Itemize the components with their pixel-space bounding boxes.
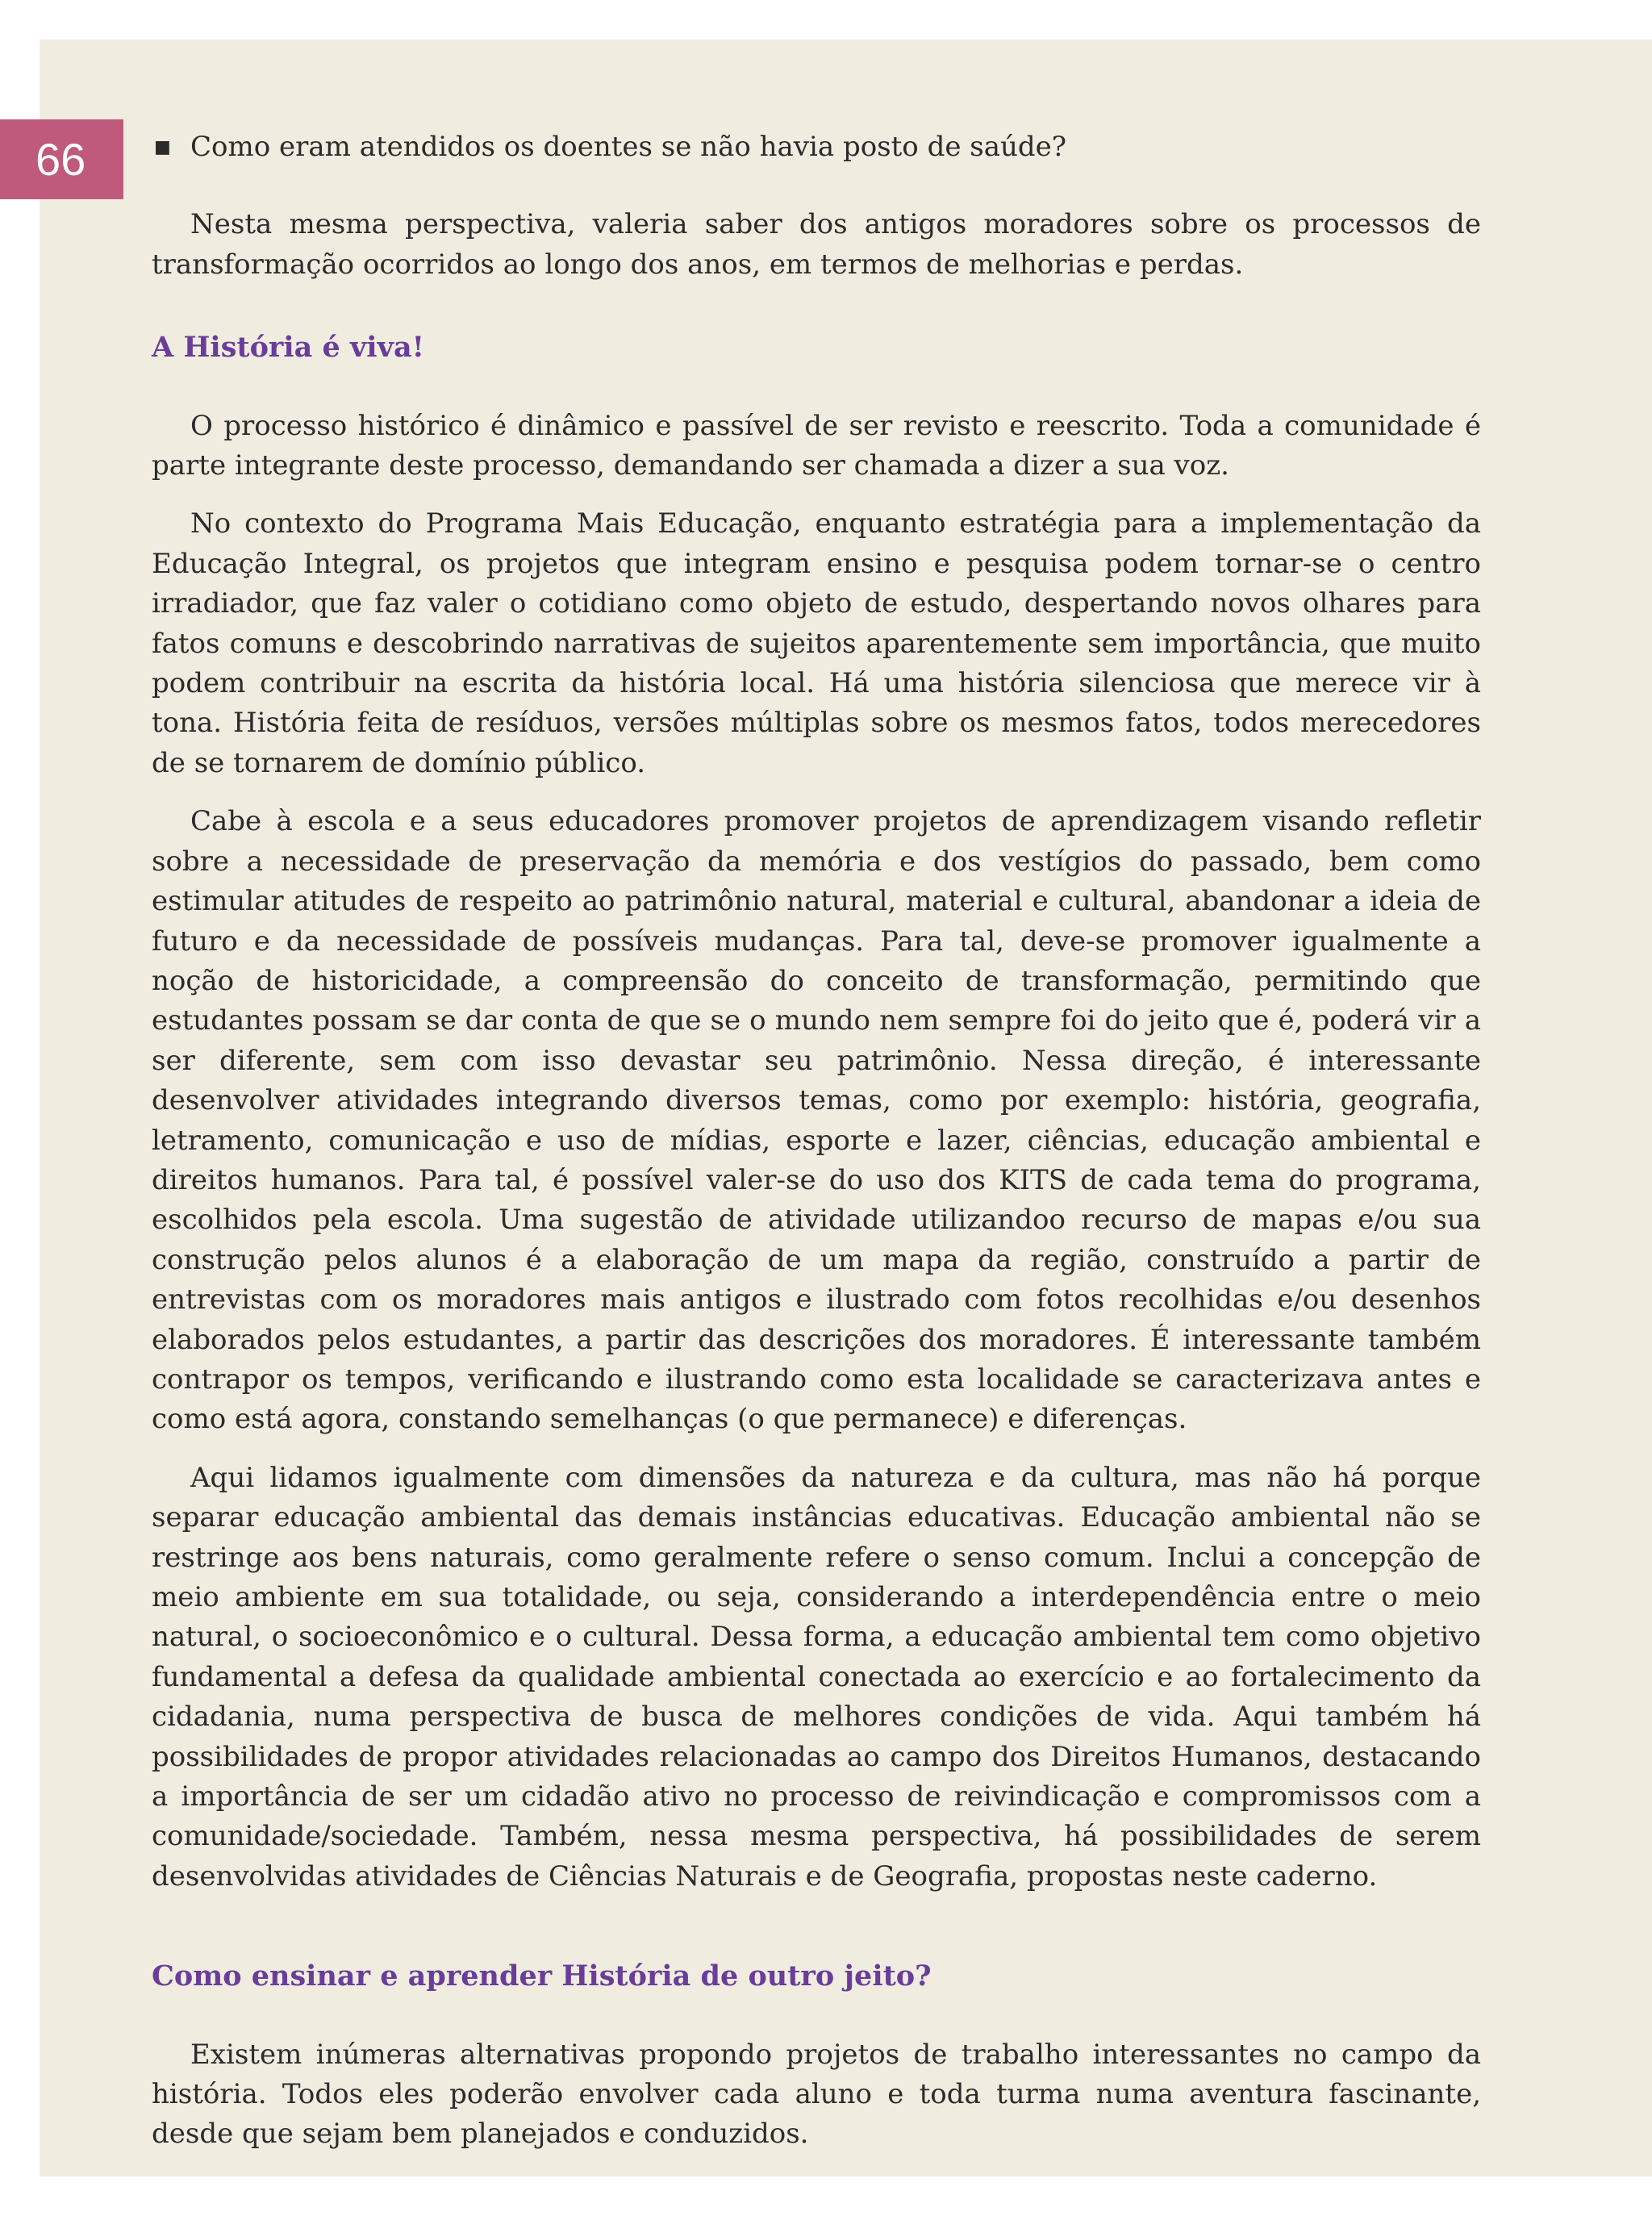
bullet-text: Como eram atendidos os doentes se não havia posto de saúde?	[190, 131, 1066, 163]
page-number: 66	[35, 134, 86, 185]
section-heading-como-ensinar: Como ensinar e aprender História de outro jeito?	[152, 1959, 932, 1993]
section-heading-historia-viva: A História é viva!	[152, 331, 424, 365]
paragraph-1: Nesta mesma perspectiva, valeria saber dos antigos moradores sobre os processos de transformação ocorridos ao longo dos anos, em termos de melhorias e perdas.	[152, 208, 1481, 281]
paragraph-5: Aqui lidamos igualmente com dimensões da natureza e da cultura, mas não há porque separar educação ambiental das demais instâncias educativas. Educação ambiental não se restringe aos bens naturais, como geralmente refere o senso comum. Inclui a concepção de meio ambiente em sua totalidade, ou seja, considerando a interdependência entre o meio natural, o socioeconômico e o cultural. Dessa forma, a educação ambiental tem como objetivo fundamental a defesa da qualidade ambiental conectada ao exercício e ao fortalecimento da cidadania, numa perspectiva de busca de melhores condições de vida. Aqui também há possibilidades de propor atividades relacionadas ao campo dos Direitos Humanos, destacando a importância de ser um cidadão ativo no processo de reivindicação e compromissos com a comunidade/sociedade. Também, nessa mesma perspectiva, há possibilidades de serem desenvolvidas atividades de Ciências Naturais e de Geografia, propostas neste caderno.	[152, 1461, 1481, 1893]
paragraph-6: Existem inúmeras alternativas propondo projetos de trabalho interessantes no campo da história. Todos eles poderão envolver cada aluno e toda turma numa aventura fascinante, desde que sejam bem planejados e conduzidos.	[152, 2038, 1481, 2151]
page-number-tab	[0, 119, 123, 199]
paragraph-2: O processo histórico é dinâmico e passível de ser revisto e reescrito. Toda a comunidade é parte integrante deste processo, demandando ser chamada a dizer a sua voz.	[152, 409, 1481, 482]
paragraph-4: Cabe à escola e a seus educadores promover projetos de aprendizagem visando refletir sobre a necessidade de preservação da memória e dos vestígios do passado, bem como estimular atitudes de respeito ao patrimônio natural, material e cultural, abandonar a ideia de futuro e da necessidade de possíveis mudanças. Para tal, deve-se promover igualmente a noção de historicidade, a compreensão do conceito de transformação, permitindo que estudantes possam se dar conta de que se o mundo nem sempre foi do jeito que é, poderá vir a ser diferente, sem com isso devastar seu patrimônio. Nessa direção, é interessante desenvolver atividades integrando diversos temas, como por exemplo: história, geografia, letramento, comunicação e uso de mídias, esporte e lazer, ciências, educação ambiental e direitos humanos. Para tal, é possível valer-se do uso dos KITS de cada tema do programa, escolhidos pela escola. Uma sugestão de atividade utilizandoo recurso de mapas e/ou sua construção pelos alunos é a elaboração de um mapa da região, construído a partir de entrevistas com os moradores mais antigos e ilustrado com fotos recolhidas e/ou desenhos elaborados pelos estudantes, a partir das descrições dos moradores. É interessante também contrapor os tempos, verificando e ilustrando como esta localidade se caracterizava antes e como está agora, constando semelhanças (o que permanece) e diferenças.	[152, 805, 1481, 1436]
square-bullet-icon: ■	[154, 137, 171, 157]
paragraph-3: No contexto do Programa Mais Educação, enquanto estratégia para a implementação da Educação Integral, os projetos que integram ensino e pesquisa podem tornar-se o centro irradiador, que faz valer o cotidiano como objeto de estudo, despertando novos olhares para fatos comuns e descobrindo narrativas de sujeitos aparentemente sem importância, que muito podem contribuir na escrita da história local. Há uma história silenciosa que merece vir à tona. História feita de resíduos, versões múltiplas sobre os mesmos fatos, todos merecedores de se tornarem de domínio público.	[152, 507, 1481, 779]
page-content	[152, 127, 1481, 2155]
bullet-list-item	[152, 127, 1481, 167]
